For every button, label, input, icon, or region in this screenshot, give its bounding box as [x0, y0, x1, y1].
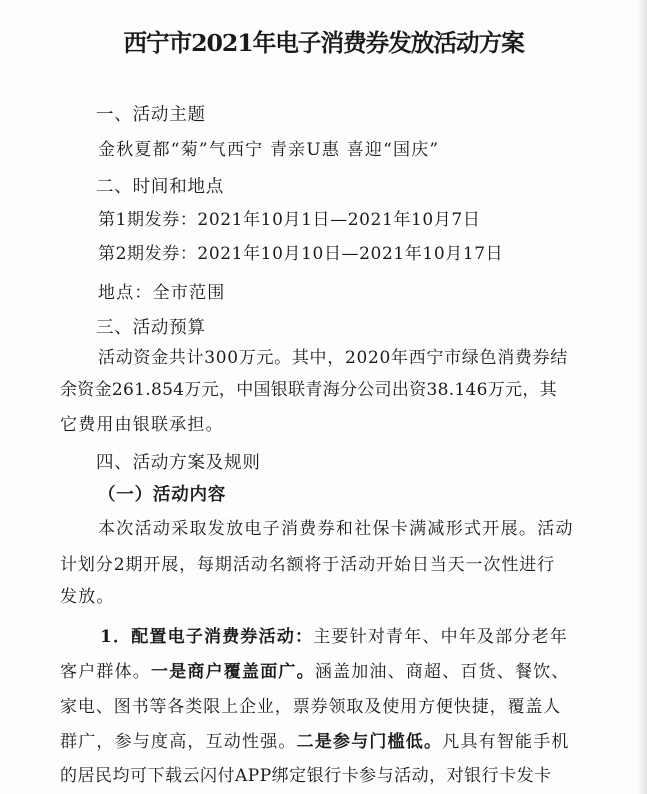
item-1-line-1	[100, 626, 568, 648]
item-1-line-3: 家电、图书等各类限上企业，票券领取及使用方便快捷，覆盖人	[60, 697, 562, 717]
item-1-line-2	[60, 661, 570, 683]
item-1-line-4	[60, 731, 570, 753]
period-1-text: 第1期发券：2021年10月1日—2021年10月7日	[98, 210, 481, 230]
theme-text: 金秋夏都“菊”气西宁 青亲U惠 喜迎“国庆”	[98, 140, 440, 160]
document-title: 西宁市2021年电子消费券发放活动方案	[123, 29, 524, 57]
intro-line-3: 发放。	[60, 587, 115, 607]
item-1-line-2-rest: 涵盖加油、商超、百货、餐饮、	[314, 662, 570, 682]
item-1-line-5: 的居民均可下载云闪付APP绑定银行卡参与活动，对银行卡发卡	[60, 766, 552, 786]
item-1-line-4-rest: 凡具有智能手机	[442, 732, 570, 752]
budget-line-1: 活动资金共计300万元。其中，2020年西宁市绿色消费券结	[98, 348, 569, 368]
section-heading-time-location: 二、时间和地点	[96, 177, 225, 197]
location-text: 地点：全市范围	[98, 283, 226, 303]
item-1-line-1-rest: 主要针对青年、中年及部分老年	[313, 627, 569, 647]
item-1-point-1: 一是商户覆盖面广。	[151, 662, 315, 682]
period-2-text: 第2期发券：2021年10月10日—2021年10月17日	[98, 244, 504, 264]
intro-line-2: 计划分2期开展，每期活动名额将于活动开始日当天一次性进行	[60, 555, 556, 575]
section-heading-rules: 四、活动方案及规则	[96, 453, 261, 473]
item-1-point-2: 二是参与门槛低。	[296, 732, 443, 752]
intro-line-1: 本次活动采取发放电子消费券和社保卡满减形式开展。活动	[98, 519, 574, 539]
section-heading-theme: 一、活动主题	[96, 105, 206, 125]
page-edge-shadow	[637, 0, 647, 794]
item-1-line-4-plain: 群广，参与度高，互动性强。	[60, 732, 297, 752]
section-heading-budget: 三、活动预算	[96, 318, 206, 338]
budget-line-2: 余资金261.854万元，中国银联青海分公司出资38.146万元，其	[60, 380, 557, 400]
subheading-activity-content: （一）活动内容	[98, 485, 227, 505]
budget-line-3: 它费用由银联承担。	[60, 415, 224, 435]
item-1-line-2-plain: 客户群体。	[60, 662, 151, 682]
item-1-label: 1．配置电子消费券活动：	[100, 627, 314, 647]
